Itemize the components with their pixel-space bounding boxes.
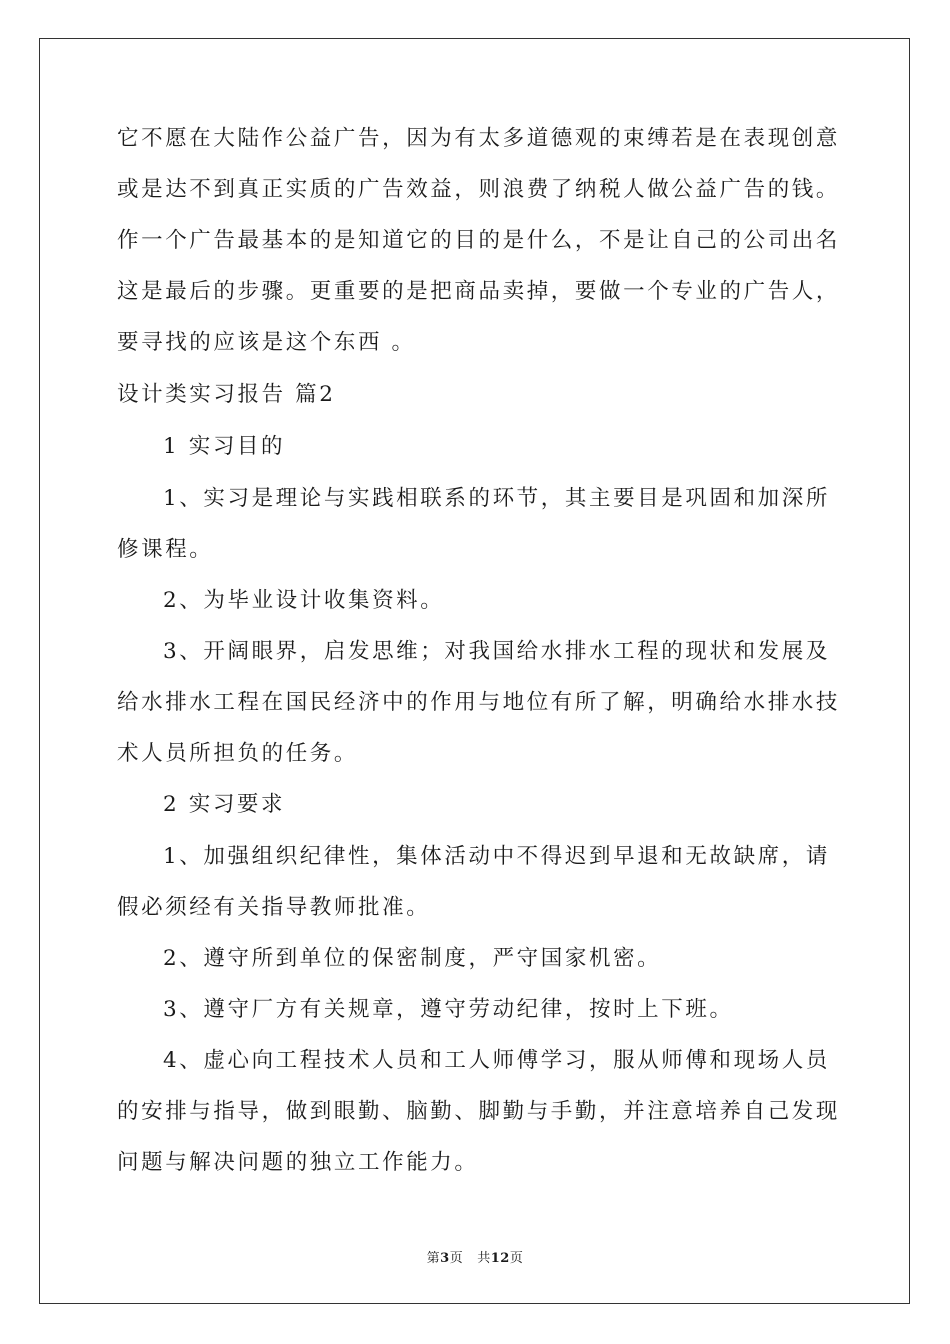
body-line: 1、实习是理论与实践相联系的环节，其主要目是巩固和加深所 — [163, 486, 830, 511]
body-line: 2、遵守所到单位的保密制度，严守国家机密。 — [163, 946, 662, 971]
body-line: 2、为毕业设计收集资料。 — [163, 588, 445, 613]
body-line: 要寻找的应该是这个东西 。 — [117, 330, 416, 355]
body-line: 3、开阔眼界，启发思维；对我国给水排水工程的现状和发展及 — [163, 639, 830, 664]
body-line: 它不愿在大陆作公益广告，因为有太多道德观的束缚若是在表现创意 — [117, 126, 841, 151]
total-suffix: 页 — [509, 1251, 524, 1266]
subsection-heading: 1 实习目的 — [163, 434, 286, 459]
page-prefix: 第 — [426, 1251, 441, 1266]
body-line: 术人员所担负的任务。 — [117, 741, 359, 766]
page-suffix: 页 — [449, 1251, 464, 1266]
body-line: 问题与解决问题的独立工作能力。 — [117, 1150, 479, 1175]
body-line: 修课程。 — [117, 537, 214, 562]
body-line: 1、加强组织纪律性，集体活动中不得迟到早退和无故缺席，请 — [163, 844, 830, 869]
body-line: 给水排水工程在国民经济中的作用与地位有所了解，明确给水排水技 — [117, 690, 841, 715]
page-number: 3 — [440, 1251, 450, 1266]
total-pages: 12 — [490, 1251, 510, 1266]
body-line: 这是最后的步骤。更重要的是把商品卖掉，要做一个专业的广告人， — [117, 279, 841, 304]
body-line: 作一个广告最基本的是知道它的目的是什么，不是让自己的公司出名 — [117, 228, 841, 253]
body-line: 假必须经有关指导教师批准。 — [117, 895, 431, 920]
total-prefix: 共 — [477, 1251, 491, 1266]
body-line: 的安排与指导，做到眼勤、脑勤、脚勤与手勤，并注意培养自己发现 — [117, 1099, 841, 1124]
subsection-heading: 2 实习要求 — [163, 792, 286, 817]
body-line: 3、遵守厂方有关规章，遵守劳动纪律，按时上下班。 — [163, 997, 734, 1022]
page-footer — [0, 1247, 950, 1266]
body-line: 4、虚心向工程技术人员和工人师傅学习，服从师傅和现场人员 — [163, 1048, 830, 1073]
section-title: 设计类实习报告 篇2 — [117, 382, 336, 407]
body-line: 或是达不到真正实质的广告效益，则浪费了纳税人做公益广告的钱。 — [117, 177, 841, 202]
